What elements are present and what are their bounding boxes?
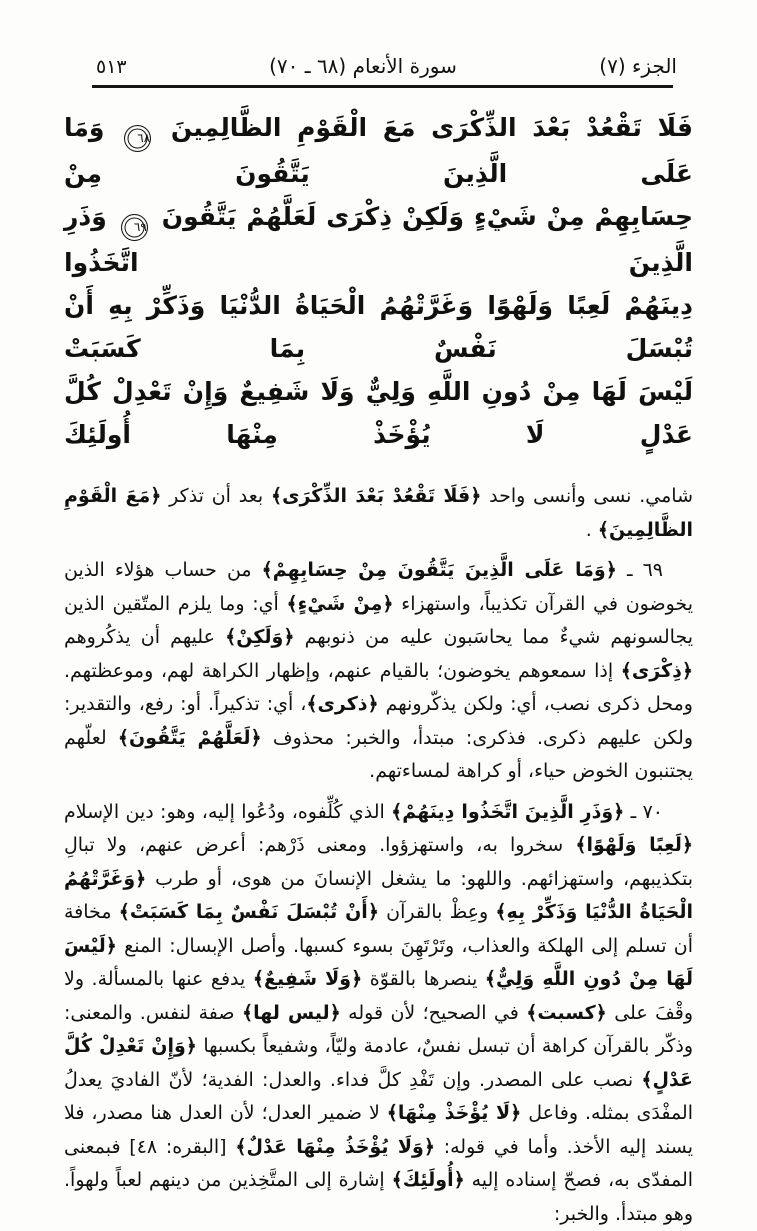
inline-quran-quote: ﴿ذكرى﴾ (306, 693, 378, 715)
inline-quran-quote: ﴿وَلَا شَفِيعٌ﴾ (253, 968, 362, 990)
commentary-text: من حساب هؤلاء الذين يخوضون في القرآن تكذيباً، واستهزاء (64, 559, 693, 615)
quran-line (64, 106, 693, 195)
header-rule (92, 85, 673, 88)
inline-quran-quote: ﴿لَا يُؤْخَذْ مِنْهَا﴾ (387, 1102, 521, 1124)
inline-quran-quote: ﴿لَعِبًا وَلَهْوًا﴾ (575, 834, 693, 856)
inline-quran-quote: ﴿ذِكْرَى﴾ (621, 660, 693, 682)
page-number: ٥١٣ (96, 56, 127, 78)
inline-quran-quote: ﴿وَمَا عَلَى الَّذِينَ يَتَّقُونَ مِنْ حِسَابِهِمْ﴾ (262, 559, 617, 581)
commentary-text: لعلّهم يجتنبون الخوض حياء، أو كراهة لمساءتهم. (64, 727, 693, 783)
juz-label: الجزء (٧) (599, 54, 677, 78)
quran-text: فَلَا تَقْعُدْ بَعْدَ الذِّكْرَى مَعَ الْقَوْمِ الظَّالِمِينَ (155, 113, 693, 142)
quran-text: دِينَهُمْ لَعِبًا وَلَهْوًا وَغَرَّتْهُمُ الْحَيَاةُ الدُّنْيَا وَذَكِّرْ بِهِ أَنْ تُبْسَلَ نَفْسٌ بِمَا كَسَبَتْ (64, 291, 693, 363)
inline-quran-quote: ﴿وَلَكِنْ﴾ (225, 626, 294, 648)
inline-quran-quote: ﴿مِنْ شَيْءٍ﴾ (287, 593, 394, 615)
inline-quran-quote: ﴿أَنْ تُبْسَلَ نَفْسٌ بِمَا كَسَبَتْ﴾ (119, 901, 379, 923)
inline-quran-quote: ﴿أُولَئِكَ﴾ (392, 1169, 465, 1191)
surah-title: سورة الأنعام (٦٨ ـ ٧٠) (269, 54, 457, 78)
commentary-text: ٧٠ ـ (624, 801, 663, 823)
commentary-section (64, 480, 693, 1231)
inline-quran-quote: ﴿فَلَا تَقْعُدْ بَعْدَ الذِّكْرَى﴾ (271, 485, 481, 507)
commentary-text: بعد أن تذكر (161, 485, 271, 507)
inline-quran-quote: ﴿وَإِنْ تَعْدِلْ كُلَّ عَدْلٍ﴾ (64, 1035, 693, 1091)
commentary-text: عليهم أن يذكُروهم (64, 626, 225, 648)
commentary-paragraph (64, 554, 693, 789)
verse-number-medallion: ٦٨ (124, 125, 151, 152)
commentary-text: يدفع عنها بالمسألة. ولا وقْفَ على (64, 968, 693, 1024)
commentary-text: ، أي: تذكيراً. أو: رفع، والتقدير: ولكن عليهم ذكرى. فذكرى: مبتدأ، والخبر: محذوف (64, 693, 693, 749)
inline-quran-quote: ﴿وَغَرَّتْهُمُ الْحَيَاةُ الدُّنْيَا وَذَكِّرْ بِهِ﴾ (64, 868, 693, 924)
quran-text: لَيْسَ لَهَا مِنْ دُونِ اللَّهِ وَلِيٌّ وَلَا شَفِيعٌ وَإِنْ تَعْدِلْ كُلَّ عَدْلٍ لَا يُؤْخَذْ مِنْهَا أُولَئِكَ (64, 377, 693, 449)
quran-text: حِسَابِهِمْ مِنْ شَيْءٍ وَلَكِنْ ذِكْرَى لَعَلَّهُمْ يَتَّقُونَ (152, 202, 693, 231)
quran-verses-block (64, 106, 693, 456)
commentary-text: أي: وما يلزم المتّقين الذين يجالسونهم شيءٌ مما يحاسَبون عليه من ذنوبهم (64, 593, 693, 649)
quran-line (64, 370, 693, 456)
commentary-text: . (586, 519, 598, 541)
inline-quran-quote: ﴿وَلَا يُؤْخَذُ مِنْهَا عَدْلٌ﴾ (235, 1136, 435, 1158)
verse-number-medallion: ٦٩ (121, 214, 148, 241)
commentary-text: سخروا به، واستهزؤوا. ومعنى ذَرْهم: أعرض عنهم، ولا تبالِ بتكذيبهم، واستهزائهم. واللهو: ما يشغل الإنسانَ من هوى، أو طرب (64, 834, 693, 890)
commentary-text: لا ضمير العدل؛ لأن العدل هنا مصدر، فلا يسند إليه الأخذ. وأما في قوله: (64, 1102, 693, 1158)
commentary-text: نصب على المصدر. وإن تَفْدِ كلَّ فداء. والعدل: الفدية؛ لأنّ الفاديَ يعدلُ المفْدَى بمثله. وفاعل (64, 1069, 693, 1125)
commentary-paragraph (64, 480, 693, 547)
quran-text: وَمَا عَلَى الَّذِينَ يَتَّقُونَ مِنْ (64, 113, 693, 188)
commentary-paragraph (64, 796, 693, 1231)
quran-line (64, 195, 693, 284)
inline-quran-quote: ﴿لَيْسَ لَهَا مِنْ دُونِ اللَّهِ وَلِيٌّ﴾ (64, 935, 693, 991)
commentary-text: صفة لنفس. والمعنى: وذكّر بالقرآن كراهة أن تبسل نفسٌ، عادمة وليّاً، وشفيعاً بكسبها (64, 1002, 693, 1058)
commentary-text: الذي كُلِّفوه، ودُعُوا إليه، وهو: دين الإسلام (64, 801, 391, 823)
quran-line (64, 284, 693, 370)
inline-quran-quote: ﴿كسبت﴾ (526, 1002, 607, 1024)
inline-quran-quote: ﴿وَذَرِ الَّذِينَ اتَّخَذُوا دِينَهُمْ﴾ (391, 801, 624, 823)
inline-quran-quote: ﴿لَعَلَّهُمْ يَتَّقُونَ﴾ (118, 727, 262, 749)
commentary-text: إشارة إلى المتَّخِذين من دينهم لعباً ولهواً. وهو مبتدأ. والخبر: (64, 1169, 693, 1225)
page-header (0, 0, 757, 85)
commentary-text: إذا سمعوهم يخوضون؛ بالقيام عنهم، وإظهار الكراهة لهم، وموعظتهم. ومحل ذكرى نصب، أي: ولكن يذكّرونهم (64, 660, 693, 716)
commentary-text: وعِظْ بالقرآن (379, 901, 495, 923)
commentary-text: شامي. نسى وأنسى واحد (481, 485, 693, 507)
inline-quran-quote: ﴿ليس لها﴾ (242, 1002, 341, 1024)
commentary-text: ينصرها بالقوّة (362, 968, 485, 990)
inline-quran-quote: ﴿مَعَ الْقَوْمِ الظَّالِمِينَ﴾ (64, 485, 693, 541)
commentary-text: ٦٩ ـ (617, 559, 663, 581)
commentary-text: في الصحيح؛ لأن قوله (341, 1002, 527, 1024)
commentary-text: مخافة أن تسلم إلى الهلكة والعذاب، وتَرْتَهِنَ بسوء كسبها. وأصل الإبسال: المنع (64, 901, 693, 957)
commentary-text: [البقره: ٤٨] فبمعنى المفدّى به، فصحّ إسناده إليه (64, 1136, 693, 1192)
quran-text: وَذَرِ الَّذِينَ اتَّخَذُوا (64, 202, 693, 277)
